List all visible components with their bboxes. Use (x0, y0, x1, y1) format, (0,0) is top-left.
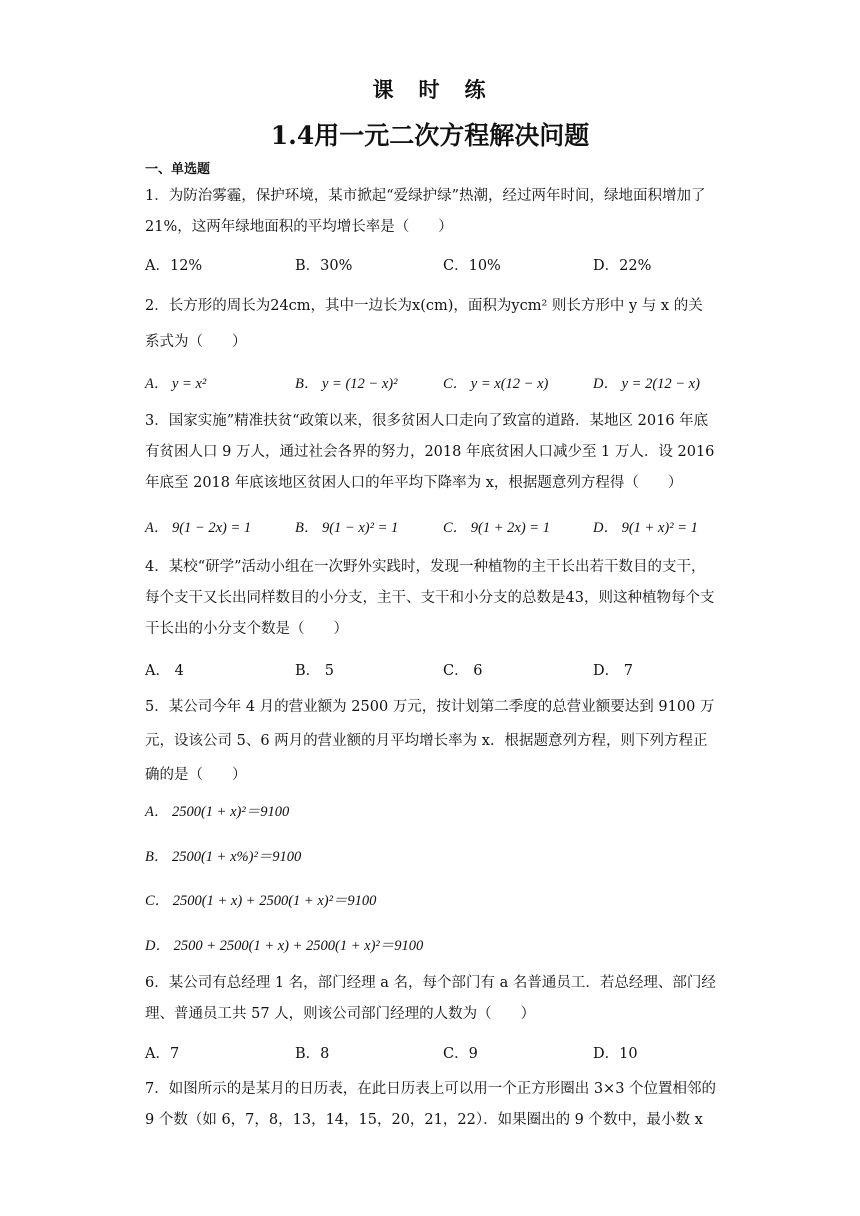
question-4-options (145, 659, 717, 681)
option-b: B． 2500(1 + x%)²＝9100 (145, 849, 302, 865)
lesson-title: 1.4用一元二次方程解决问题 (270, 121, 590, 150)
question-1-options (145, 254, 717, 276)
question-4-stem: 4．某校“研学”活动小组在一次野外实践时，发现一种植物的主干长出若干数目的支干，每个支干又长出同样数目的小分支，主干、支干和小分支的总数是43，则这种植物每个支干长出的小分支个数是（ ） (145, 559, 715, 637)
option-d: D． 9(1 + x)² = 1 (593, 520, 698, 536)
question-6-options (145, 1042, 717, 1064)
option-d: D．22% (593, 258, 652, 274)
question-2-options (145, 372, 717, 394)
section-heading: 一、单选题 (145, 162, 211, 177)
option-c: C． y = x(12 − x) (443, 376, 549, 392)
option-a: A． y = x² (145, 376, 207, 392)
option-d: D． 7 (593, 663, 633, 679)
option-b: B．30% (295, 258, 353, 274)
option-d: D．10 (593, 1046, 638, 1062)
option-a: A．7 (145, 1046, 180, 1062)
option-d: D． y = 2(12 − x) (593, 376, 700, 392)
question-7-stem: 7．如图所示的是某月的日历表，在此日历表上可以用一个正方形圈出 3×3 个位置相邻的 9 个数（如 6，7，8，13，14，15，20，21，22）．如果圈出的 9 个数中，最小数 x (145, 1081, 717, 1128)
option-b: B． 9(1 − x)² = 1 (295, 520, 399, 536)
page-title: 课 时 练 (372, 77, 488, 102)
question-3-stem: 3．国家实施”精准扶贫“政策以来，很多贫困人口走向了致富的道路．某地区 2016 年底有贫困人口 9 万人，通过社会各界的努力，2018 年底贫困人口减少至 1 万人．设 2016 年底至 2018 年底该地区贫困人口的年平均下降率为 x，根据题意列方程得（ ） (145, 413, 715, 491)
option-d: D． 2500 + 2500(1 + x) + 2500(1 + x)²＝9100 (145, 938, 424, 954)
option-b: B．8 (295, 1046, 330, 1062)
question-3-options (145, 516, 717, 538)
option-b: B． y = (12 − x)² (295, 376, 398, 392)
option-a: A． 2500(1 + x)²＝9100 (145, 804, 290, 820)
question-6-stem: 6．某公司有总经理 1 名，部门经理 a 名，每个部门有 a 名普通员工．若总经理、部门经理、普通员工共 57 人，则该公司部门经理的人数为（ ） (145, 975, 716, 1022)
option-a: A．12% (145, 258, 203, 274)
option-c: C．10% (443, 258, 501, 274)
question-5-stem: 5．某公司今年 4 月的营业额为 2500 万元，按计划第二季度的总营业额要达到 9100 万元，设该公司 5、6 两月的营业额的月平均增长率为 x．根据题意列方程，则下列方程正确的是（ ） (145, 699, 715, 783)
option-b: B． 5 (295, 663, 334, 679)
question-1-stem: 1．为防治雾霾，保护环境，某市掀起“爱绿护绿”热潮，经过两年时间，绿地面积增加了21%，这两年绿地面积的平均增长率是（ ） (145, 188, 706, 235)
option-c: C． 9(1 + 2x) = 1 (443, 520, 550, 536)
option-c: C． 6 (443, 663, 483, 679)
option-a: A． 4 (145, 663, 184, 679)
option-c: C．9 (443, 1046, 478, 1062)
option-a: A． 9(1 − 2x) = 1 (145, 520, 252, 536)
option-c: C． 2500(1 + x) + 2500(1 + x)²＝9100 (145, 893, 377, 909)
question-2-stem: 2．长方形的周长为24cm，其中一边长为x(cm)，面积为ycm² 则长方形中 y 与 x 的关系式为（ ） (145, 298, 703, 350)
